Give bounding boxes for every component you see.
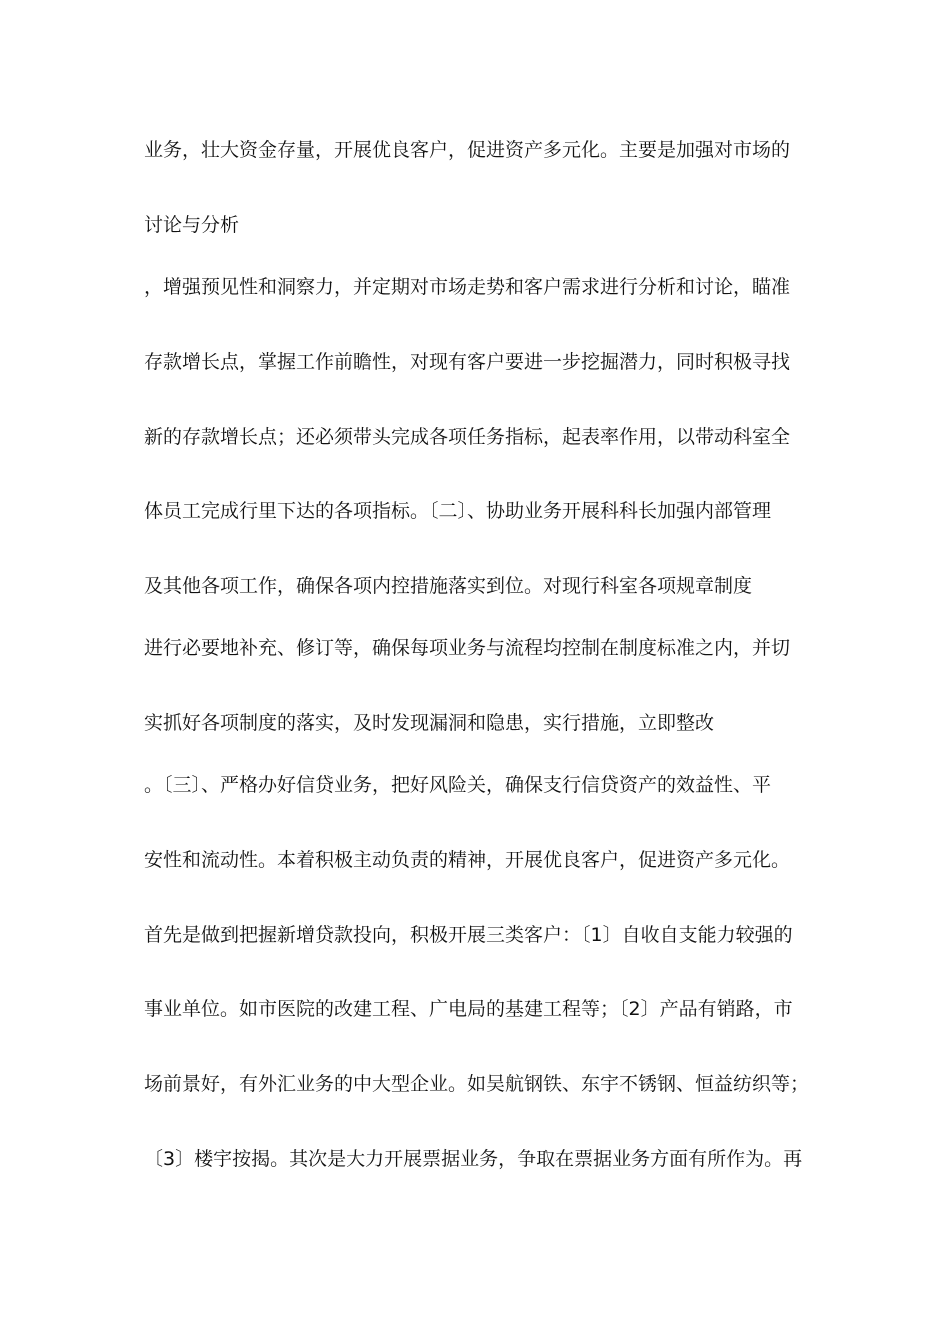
text-line-12: 首先是做到把握新增贷款投向，积极开展三类客户：〔1〕自收自支能力较强的 [144,924,793,946]
text-line-1: 业务，壮大资金存量，开展优良客户，促进资产多元化。主要是加强对市场的 [144,139,791,161]
text-line-15: 〔3〕楼宇按揭。其次是大力开展票据业务，争取在票据业务方面有所作为。再 [144,1148,803,1170]
text-line-7: 及其他各项工作，确保各项内控措施落实到位。对现行科室各项规章制度 [144,575,753,597]
text-line-13: 事业单位。如市医院的改建工程、广电局的基建工程等；〔2〕产品有销路，市 [144,998,793,1020]
text-line-4: 存款增长点，掌握工作前瞻性，对现有客户要进一步挖掘潜力，同时积极寻找 [144,351,791,373]
text-line-6: 体员工完成行里下达的各项指标。〔二〕、协助业务开展科科长加强内部管理 [144,500,772,522]
text-line-3: ，增强预见性和洞察力，并定期对市场走势和客户需求进行分析和讨论，瞄准 [144,276,791,298]
text-line-2: 讨论与分析 [144,214,240,236]
text-line-8: 进行必要地补充、修订等，确保每项业务与流程均控制在制度标准之内，并切 [144,637,791,659]
text-line-11: 安性和流动性。本着积极主动负责的精神，开展优良客户，促进资产多元化。 [144,849,791,871]
text-line-5: 新的存款增长点；还必须带头完成各项任务指标，起表率作用，以带动科室全 [144,426,791,448]
text-line-9: 实抓好各项制度的落实，及时发现漏洞和隐患，实行措施，立即整改 [144,712,715,734]
text-line-14: 场前景好，有外汇业务的中大型企业。如吴航钢铁、东宇不锈钢、恒益纺织等； [144,1073,810,1095]
text-line-10: 。〔三〕、严格办好信贷业务，把好风险关，确保支行信贷资产的效益性、平 [144,774,772,796]
